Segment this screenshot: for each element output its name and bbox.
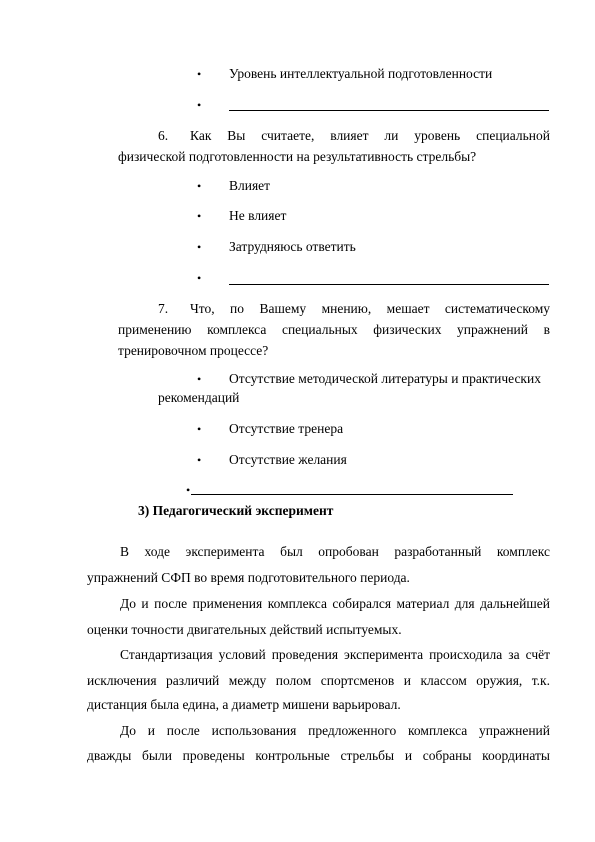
q7-text-line-3: тренировочном процессе? [118,343,269,358]
bullet-icon: • [197,271,202,285]
bullet-icon: • [197,98,202,112]
q6-answer-blank-line[interactable] [229,284,549,285]
q7-option-2: Отсутствие тренера [229,421,344,436]
q6-text-line-2: физической подготовленности на результативность стрельбы? [118,149,477,164]
bullet-icon: • [197,372,202,386]
bullet-icon: • [197,422,202,436]
q6-option-3: Затрудняюсь ответить [229,239,356,254]
bullet-icon: • [197,453,202,467]
q6-text-line-1: Как Вы считаете, влияет ли уровень специальной [190,128,550,143]
bullet-icon: • [186,483,191,497]
paragraph-1-line-2: упражнений СФП во время подготовительного периода. [87,570,410,585]
bullet-icon: • [197,179,202,193]
q7-option-1-continued: рекомендаций [158,390,240,405]
section-heading: 3) Педагогический эксперимент [138,503,334,518]
q5-option-1: Уровень интеллектуальной подготовленности [229,66,493,81]
paragraph-3-line-2: исключения различий между полом спортсменов и классом оружия, т.к. [87,673,550,688]
paragraph-4-line-2: дважды были проведены контрольные стрельбы и собраны координаты [87,748,550,763]
bullet-icon: • [197,67,202,81]
bullet-icon: • [197,240,202,254]
paragraph-2-line-1: До и после применения комплекса собирался материал для дальнейшей [120,596,550,611]
q7-number: 7. [158,301,169,316]
paragraph-3-line-3: дистанция была едина, а диаметр мишени варьировал. [87,697,401,712]
q5-answer-blank-line[interactable] [229,110,549,111]
paragraph-3-line-1: Стандартизация условий проведения эксперимента происходила за счёт [120,647,550,662]
paragraph-4-line-1: До и после использования предложенного комплекса упражнений [120,723,550,738]
q7-text-line-1: Что, по Вашему мнению, мешает систематическому [190,301,550,316]
q7-option-3: Отсутствие желания [229,452,347,467]
q6-number: 6. [158,128,169,143]
bullet-icon: • [197,209,202,223]
q6-option-2: Не влияет [229,208,287,223]
q7-text-line-2: применению комплекса специальных физических упражнений в [118,322,550,337]
paragraph-2-line-2: оценки точности двигательных действий испытуемых. [87,622,402,637]
q7-answer-blank-line[interactable] [191,494,513,495]
q6-option-1: Влияет [229,178,271,193]
paragraph-1-line-1: В ходе эксперимента был опробован разработанный комплекс [120,544,550,559]
q7-option-1: Отсутствие методической литературы и практических [229,371,541,386]
